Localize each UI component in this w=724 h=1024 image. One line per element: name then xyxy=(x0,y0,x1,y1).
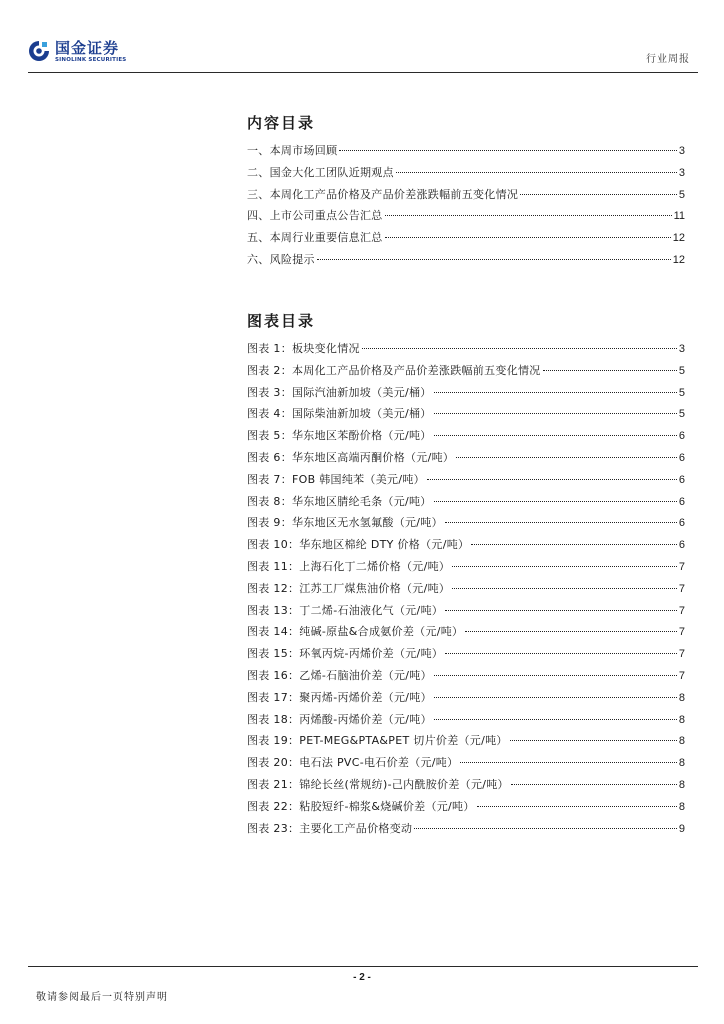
dot-leader xyxy=(452,588,677,589)
figure-entry[interactable] xyxy=(247,820,685,842)
disclaimer-text: 敬请参阅最后一页特别声明 xyxy=(36,992,168,1003)
dot-leader xyxy=(543,370,677,371)
figure-entry-label: 图表 12：江苏工厂煤焦油价格（元/吨） xyxy=(247,581,451,595)
figure-entry[interactable] xyxy=(247,362,685,384)
dot-leader xyxy=(445,610,677,611)
figure-entry-page-number: 8 xyxy=(678,713,685,726)
dot-leader xyxy=(339,150,676,151)
dot-leader xyxy=(460,762,676,763)
dot-leader xyxy=(511,784,677,785)
dot-leader xyxy=(385,237,671,238)
figure-entry[interactable] xyxy=(247,711,685,733)
figure-entry[interactable] xyxy=(247,580,685,602)
company-logo xyxy=(28,40,126,64)
figure-entry-page-number: 6 xyxy=(678,430,685,443)
figure-entry-page-number: 7 xyxy=(678,582,685,595)
report-type-label: 行业周报 xyxy=(646,54,690,65)
figure-entry-label: 图表 21：锦纶长丝(常规纺)-己内酰胺价差（元/吨） xyxy=(247,777,509,791)
dot-leader xyxy=(434,413,677,414)
figures-title: 图表目录 xyxy=(247,312,316,330)
figures-section xyxy=(247,310,685,841)
figure-entry[interactable] xyxy=(247,449,685,471)
page-header xyxy=(28,38,698,72)
figure-entry[interactable] xyxy=(247,754,685,776)
figures-list xyxy=(247,340,685,841)
dot-leader xyxy=(510,740,677,741)
dot-leader xyxy=(477,806,677,807)
figure-entry[interactable] xyxy=(247,384,685,406)
dot-leader xyxy=(445,653,677,654)
figure-entry-label: 图表 11：上海石化丁二烯价格（元/吨） xyxy=(247,559,451,573)
sinolink-logo-icon xyxy=(28,40,50,62)
contents-entry[interactable] xyxy=(247,229,685,251)
figure-entry[interactable] xyxy=(247,623,685,645)
contents-entry-label: 四、上市公司重点公告汇总 xyxy=(247,209,383,223)
dot-leader xyxy=(456,457,677,458)
figure-entry-label: 图表 14：纯碱-原盐&合成氨价差（元/吨） xyxy=(247,625,464,639)
dot-leader xyxy=(434,501,677,502)
figure-entry[interactable] xyxy=(247,427,685,449)
figure-entry[interactable] xyxy=(247,667,685,689)
figure-entry[interactable] xyxy=(247,405,685,427)
contents-title: 内容目录 xyxy=(247,114,316,132)
figure-entry-page-number: 6 xyxy=(678,517,685,530)
figure-entry-page-number: 7 xyxy=(678,626,685,639)
logo-chinese-name: 国金证券 xyxy=(55,39,120,57)
figure-entry[interactable] xyxy=(247,536,685,558)
figure-entry-page-number: 5 xyxy=(678,408,685,421)
contents-entry-label: 三、本周化工产品价格及产品价差涨跌幅前五变化情况 xyxy=(247,187,519,201)
figure-entry-page-number: 7 xyxy=(678,604,685,617)
contents-entry-page-number: 12 xyxy=(672,253,685,266)
figure-entry-page-number: 6 xyxy=(678,539,685,552)
figure-entry[interactable] xyxy=(247,514,685,536)
dot-leader xyxy=(434,675,677,676)
figure-entry-label: 图表 10：华东地区棉纶 DTY 价格（元/吨） xyxy=(247,538,470,552)
figure-entry-label: 图表 8：华东地区腈纶毛条（元/吨） xyxy=(247,494,432,508)
figure-entry[interactable] xyxy=(247,689,685,711)
figure-entry-page-number: 7 xyxy=(678,560,685,573)
dot-leader xyxy=(362,348,677,349)
figure-entry[interactable] xyxy=(247,340,685,362)
figure-entry-label: 图表 19：PET-MEG&PTA&PET 切片价差（元/吨） xyxy=(247,734,508,748)
contents-list xyxy=(247,142,685,273)
contents-entry-page-number: 12 xyxy=(672,232,685,245)
figure-entry-page-number: 8 xyxy=(678,778,685,791)
figure-entry-label: 图表 9：华东地区无水氢氟酸（元/吨） xyxy=(247,516,443,530)
figure-entry[interactable] xyxy=(247,798,685,820)
contents-entry-page-number: 11 xyxy=(673,210,685,223)
dot-leader xyxy=(414,828,677,829)
dot-leader xyxy=(396,172,677,173)
page-number: - 2 - xyxy=(353,972,371,983)
figure-entry-label: 图表 1：板块变化情况 xyxy=(247,342,360,355)
dot-leader xyxy=(434,392,677,393)
figure-entry-page-number: 8 xyxy=(678,757,685,770)
figure-entry-label: 图表 20：电石法 PVC-电石价差（元/吨） xyxy=(247,756,459,770)
figure-entry-label: 图表 15：环氧丙烷-丙烯价差（元/吨） xyxy=(247,647,444,661)
figure-entry-label: 图表 18：丙烯酸-丙烯价差（元/吨） xyxy=(247,712,432,726)
figure-entry-page-number: 5 xyxy=(678,364,685,377)
contents-section xyxy=(247,112,685,273)
figure-entry-label: 图表 17：聚丙烯-丙烯价差（元/吨） xyxy=(247,690,432,704)
figure-entry-page-number: 5 xyxy=(678,386,685,399)
figure-entry-label: 图表 16：乙烯-石脑油价差（元/吨） xyxy=(247,668,432,682)
figure-entry-page-number: 8 xyxy=(678,735,685,748)
contents-entry[interactable] xyxy=(247,251,685,273)
figure-entry-page-number: 6 xyxy=(678,473,685,486)
figure-entry[interactable] xyxy=(247,776,685,798)
figure-entry-label: 图表 23：主要化工产品价格变动 xyxy=(247,821,413,835)
figure-entry[interactable] xyxy=(247,471,685,493)
footer-divider xyxy=(28,966,698,967)
contents-entry-label: 一、本周市场回顾 xyxy=(247,144,338,157)
figure-entry-page-number: 6 xyxy=(678,451,685,464)
figure-entry[interactable] xyxy=(247,602,685,624)
figure-entry[interactable] xyxy=(247,558,685,580)
figure-entry[interactable] xyxy=(247,732,685,754)
contents-entry-label: 五、本周行业重要信息汇总 xyxy=(247,231,383,245)
figure-entry-label: 图表 13：丁二烯-石油液化气（元/吨） xyxy=(247,603,444,617)
dot-leader xyxy=(385,215,672,216)
contents-entry-page-number: 5 xyxy=(678,188,685,201)
figure-entry-label: 图表 22：粘胶短纤-棉浆&烧碱价差（元/吨） xyxy=(247,799,475,813)
contents-entry-label: 六、风险提示 xyxy=(247,252,315,266)
dot-leader xyxy=(520,194,677,195)
dot-leader xyxy=(471,544,677,545)
dot-leader xyxy=(317,259,671,260)
dot-leader xyxy=(434,435,677,436)
figure-entry-page-number: 8 xyxy=(678,691,685,704)
figure-entry-label: 图表 3：国际汽油新加坡（美元/桶） xyxy=(247,385,432,399)
figure-entry-page-number: 3 xyxy=(678,343,685,355)
contents-entry[interactable] xyxy=(247,186,685,208)
figure-entry[interactable] xyxy=(247,493,685,515)
dot-leader xyxy=(452,566,677,567)
figure-entry[interactable] xyxy=(247,645,685,667)
figure-entry-page-number: 6 xyxy=(678,495,685,508)
figure-entry-label: 图表 4：国际柴油新加坡（美元/桶） xyxy=(247,407,432,421)
contents-entry[interactable] xyxy=(247,207,685,229)
dot-leader xyxy=(434,697,677,698)
logo-english-name: SINOLINK SECURITIES xyxy=(55,57,127,63)
figure-entry-label: 图表 7：FOB 韩国纯苯（美元/吨） xyxy=(247,472,425,486)
figure-entry-page-number: 8 xyxy=(678,800,685,813)
figure-entry-page-number: 7 xyxy=(678,669,685,682)
contents-entry-page-number: 3 xyxy=(678,166,685,179)
header-divider xyxy=(28,72,698,73)
figure-entry-page-number: 9 xyxy=(678,822,685,835)
dot-leader xyxy=(465,631,677,632)
dot-leader xyxy=(445,522,677,523)
figure-entry-label: 图表 5：华东地区苯酚价格（元/吨） xyxy=(247,429,432,443)
dot-leader xyxy=(427,479,677,480)
figure-entry-label: 图表 2：本周化工产品价格及产品价差涨跌幅前五变化情况 xyxy=(247,363,541,377)
contents-entry[interactable] xyxy=(247,142,685,164)
contents-entry-page-number: 3 xyxy=(678,145,685,157)
figure-entry-page-number: 7 xyxy=(678,648,685,661)
figure-entry-label: 图表 6：华东地区高端丙酮价格（元/吨） xyxy=(247,450,455,464)
contents-entry[interactable] xyxy=(247,164,685,186)
dot-leader xyxy=(434,719,677,720)
contents-entry-label: 二、国金大化工团队近期观点 xyxy=(247,165,394,179)
